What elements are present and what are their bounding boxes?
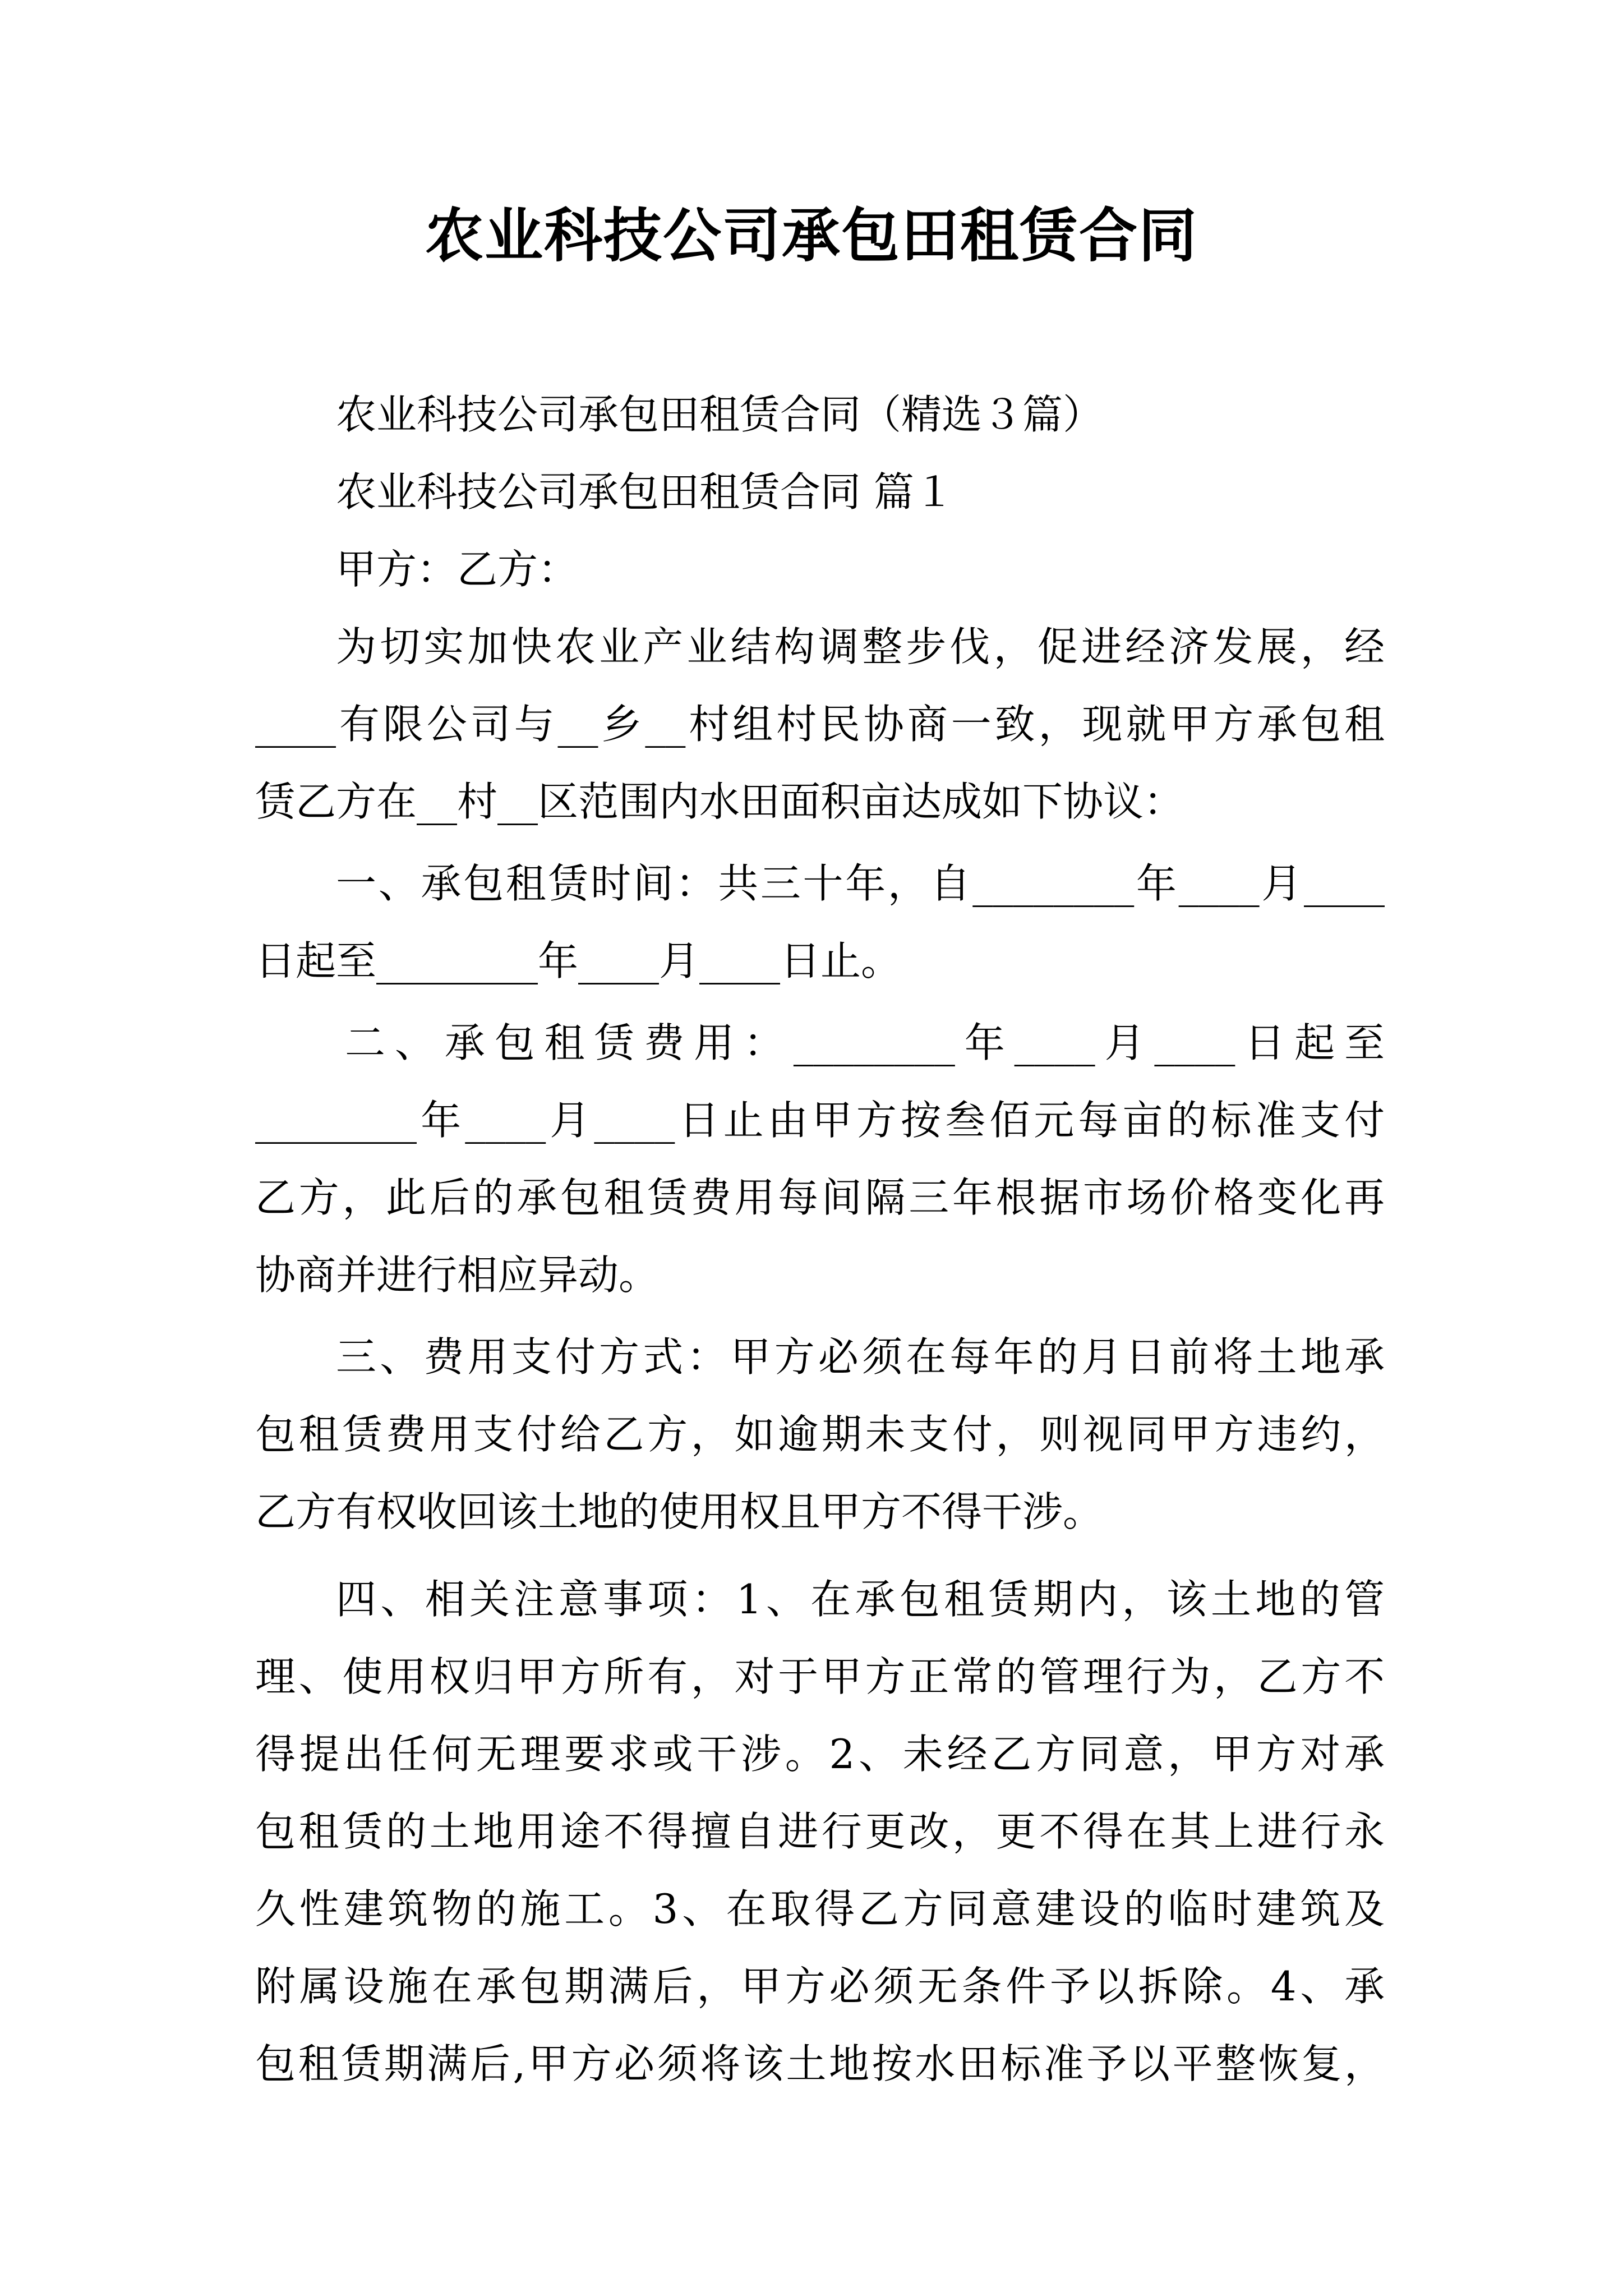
text-line: 协商并进行相应异动。	[255, 1251, 660, 1299]
text-line: 二、承包租赁费用：________年____月____日起至	[345, 1019, 1385, 1066]
text-line: 理、使用权归甲方所有，对于甲方正常的管理行为，乙方不	[255, 1653, 1385, 1700]
text-line: 久性建筑物的施工。3、在取得乙方同意建设的临时建筑及	[255, 1885, 1385, 1932]
text-line: 一、承包租赁时间：共三十年，自________年____月____	[336, 860, 1385, 907]
text-line: 乙方，此后的承包租赁费用每间隔三年根据市场价格变化再	[255, 1174, 1385, 1221]
text-line: 农业科技公司承包田租赁合同 篇１	[336, 468, 955, 516]
text-line: 附属设施在承包期满后，甲方必须无条件予以拆除。4、承	[255, 1963, 1385, 2010]
text-line: 农业科技公司承包田租赁合同（精选３篇）	[336, 391, 1104, 438]
text-line: 日起至________年____月____日止。	[255, 937, 902, 984]
text-line: 三、费用支付方式：甲方必须在每年的月日前将土地承	[336, 1333, 1385, 1381]
document-title: 农业科技公司承包田租赁合同	[425, 201, 1198, 270]
text-line: 乙方有权收回该土地的使用权且甲方不得干涉。	[255, 1488, 1104, 1535]
document-body	[255, 376, 1385, 2102]
text-line: 包租赁费用支付给乙方，如逾期未支付，则视同甲方违约，	[255, 1411, 1385, 1458]
text-line: 甲方：乙方：	[336, 546, 579, 593]
text-line: 包租赁的土地用途不得擅自进行更改，更不得在其上进行永	[255, 1808, 1385, 1855]
text-line: ____有限公司与__乡__村组村民协商一致，现就甲方承包租	[255, 701, 1385, 748]
text-line: 包租赁期满后,甲方必须将该土地按水田标准予以平整恢复，	[255, 2040, 1385, 2087]
text-line: ________年____月____日止由甲方按叁佰元每亩的标准支付	[255, 1097, 1385, 1144]
text-line: 得提出任何无理要求或干涉。2、未经乙方同意，甲方对承	[255, 1731, 1385, 1778]
text-line: 四、相关注意事项：1、在承包租赁期内，该土地的管	[336, 1576, 1385, 1623]
text-line: 赁乙方在__村__区范围内水田面积亩达成如下协议：	[255, 778, 1184, 825]
text-line: 为切实加快农业产业结构调整步伐，促进经济发展，经	[336, 623, 1385, 670]
